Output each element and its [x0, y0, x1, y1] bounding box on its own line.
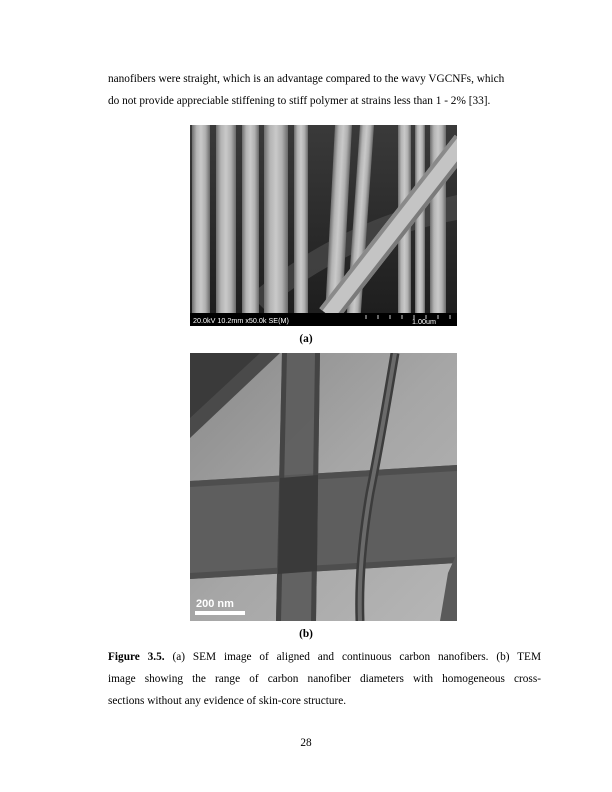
- sem-scale-text: 1.00um: [412, 317, 436, 326]
- caption-line-1-text: (a) SEM image of aligned and continuous carbon nanofibers. (b) TEM: [164, 651, 541, 663]
- tem-image: [190, 353, 457, 621]
- figure-b-label: (b): [299, 628, 313, 640]
- body-paragraph: [108, 68, 541, 112]
- body-line-1: nanofibers were straight, which is an advantage compared to the wavy VGCNFs, which: [108, 73, 505, 85]
- caption-figure-number: Figure 3.5.: [108, 651, 165, 663]
- body-line-2: do not provide appreciable stiffening to stiff polymer at strains less than 1 - 2% [33].: [108, 95, 491, 107]
- sem-image: [190, 125, 457, 326]
- page-number: 28: [300, 737, 312, 749]
- figure-caption: [108, 646, 541, 712]
- tem-scale-bar: [195, 611, 245, 615]
- figure-a-label: (a): [299, 333, 313, 345]
- caption-line-2: image showing the range of carbon nanofiber diameters with homogeneous cross-: [108, 673, 541, 685]
- caption-line-3: sections without any evidence of skin-core structure.: [108, 695, 347, 707]
- caption-line-1: [108, 646, 541, 668]
- sem-info-text: 20.0kV 10.2mm x50.0k SE(M): [193, 316, 289, 325]
- tem-scale-text: 200 nm: [196, 598, 234, 610]
